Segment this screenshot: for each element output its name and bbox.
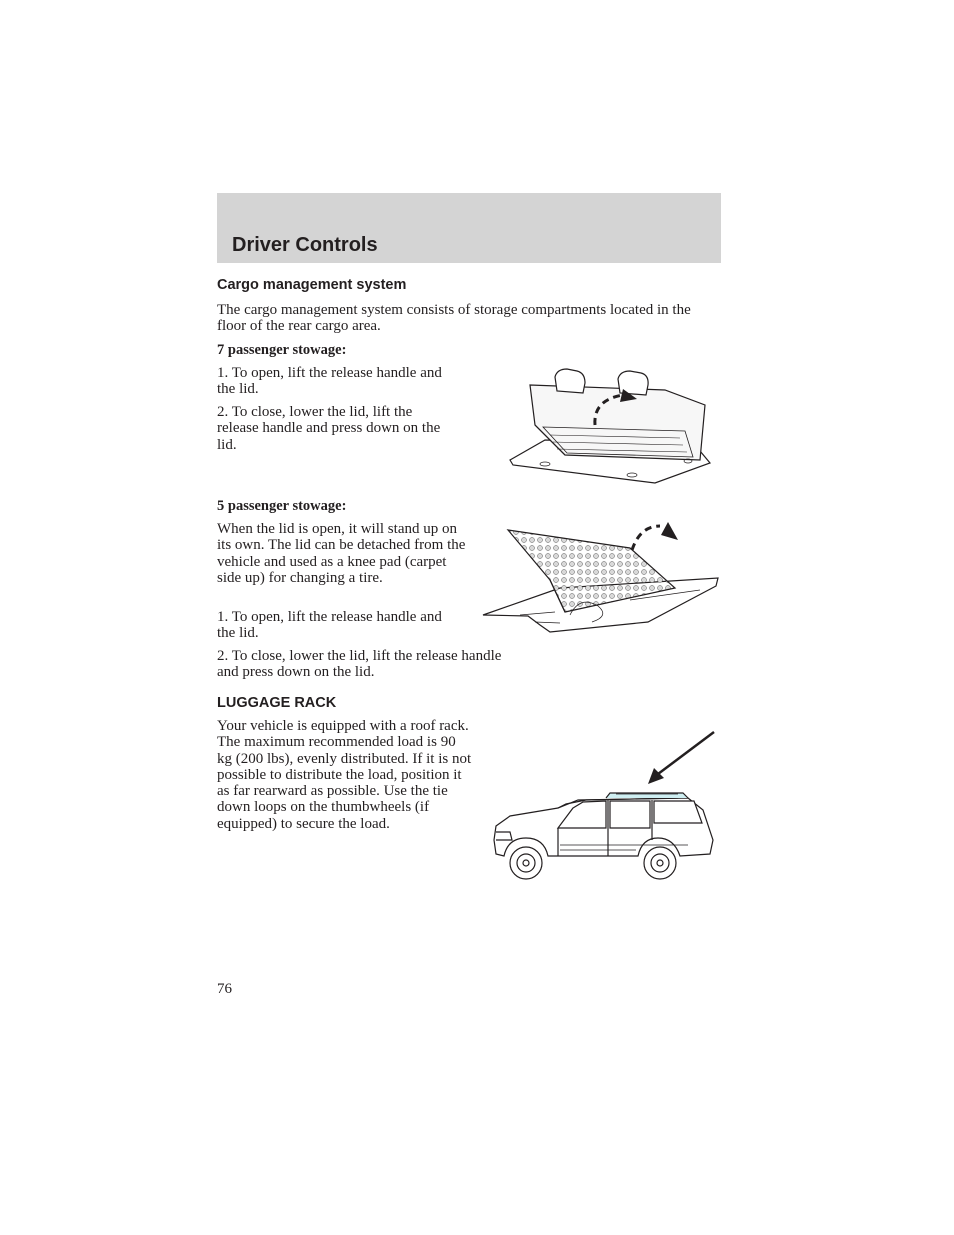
seven-passenger-step-1: 1. To open, lift the release handle and the lid.: [217, 365, 442, 398]
luggage-rack-body: Your vehicle is equipped with a roof rack. The maximum recommended load is 90 kg (200 lbs), evenly distributed. If it is not possible to distribute the load, position it as far rearward as possible. Use the tie down loops on the thumbwheels (if equipped) to secure the load.: [217, 718, 472, 832]
five-passenger-compartment-illustration: [480, 520, 720, 640]
seven-passenger-step-2: 2. To close, lower the lid, lift the release handle and press down on the lid.: [217, 404, 441, 453]
luggage-rack-heading: LUGGAGE RACK: [217, 695, 337, 711]
seven-passenger-heading: 7 passenger stowage:: [217, 342, 347, 358]
five-passenger-note: When the lid is open, it will stand up on its own. The lid can be detached from the vehicle and used as a knee pad (carpet side up) for changing a tire.: [217, 521, 466, 586]
cargo-intro: The cargo management system consists of storage compartments located in the floor of the rear cargo area.: [217, 302, 691, 335]
page-number: 76: [217, 981, 232, 997]
section-title: Driver Controls: [232, 234, 378, 256]
five-passenger-heading: 5 passenger stowage:: [217, 498, 347, 514]
seven-passenger-compartment-illustration: [505, 365, 720, 485]
section-header-band: [217, 193, 721, 263]
five-passenger-step-2: 2. To close, lower the lid, lift the release handle and press down on the lid.: [217, 648, 502, 681]
cargo-heading: Cargo management system: [217, 277, 407, 293]
suv-roof-rack-illustration: [488, 728, 718, 886]
five-passenger-step-1: 1. To open, lift the release handle and the lid.: [217, 609, 442, 642]
